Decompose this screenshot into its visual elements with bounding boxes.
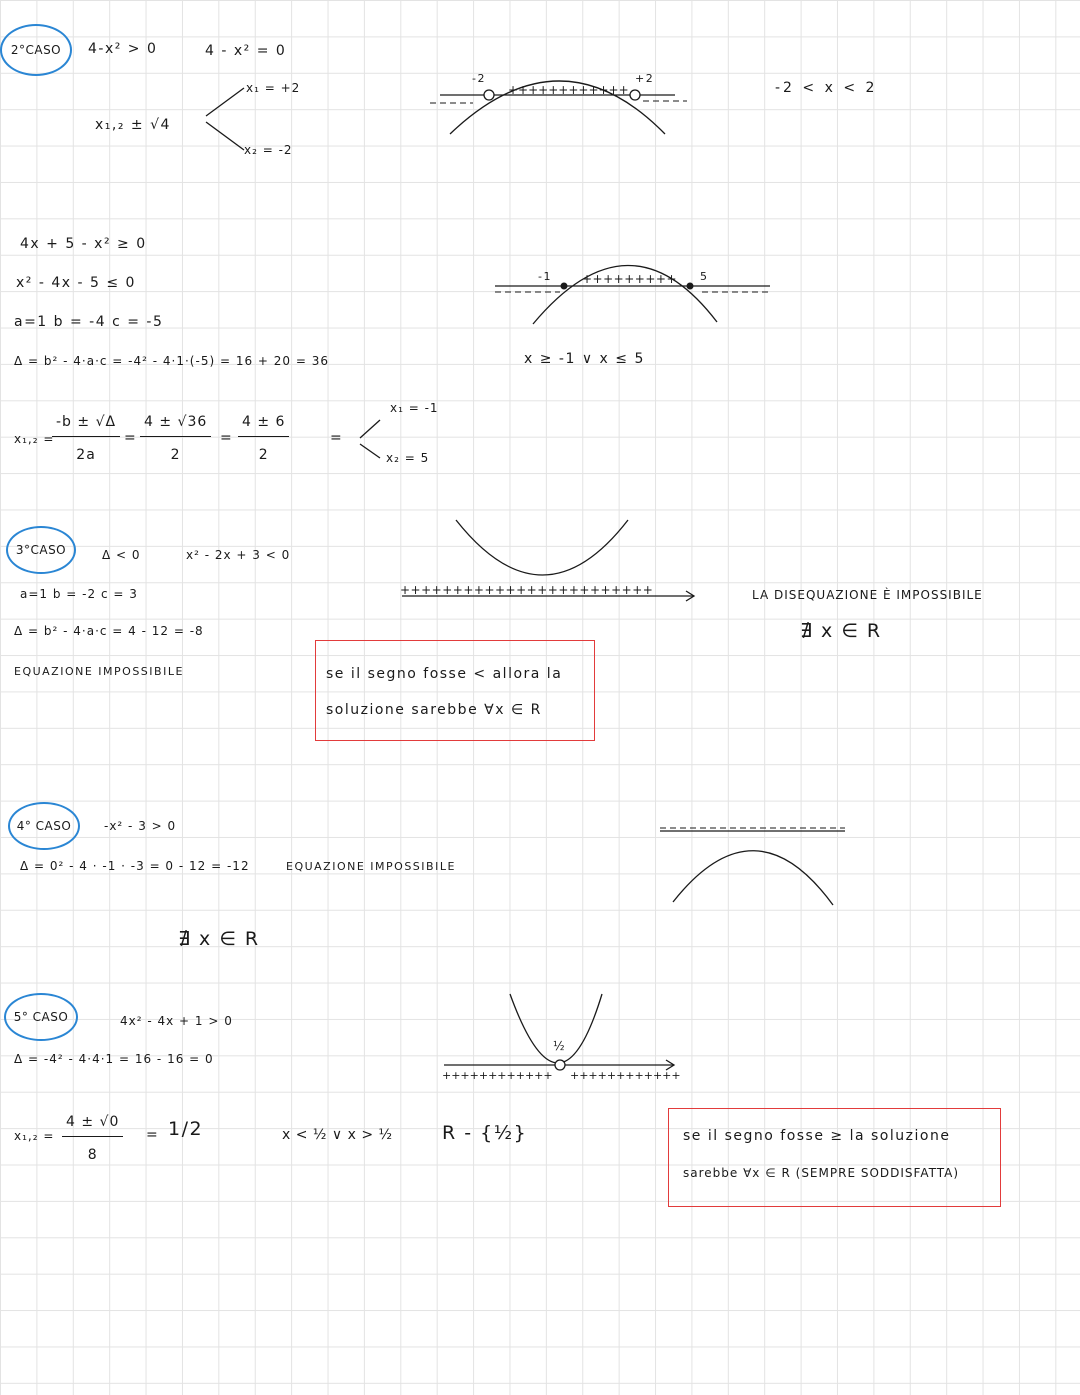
case3-result-text: LA DISEQUAZIONE È IMPOSSIBILE [752,588,983,602]
case2b-coefficients: a=1 b = -4 c = -5 [14,314,164,330]
case2b-plus-signs: +++++++++ [582,272,677,286]
case2b-solution: x ≥ -1 ∨ x ≤ 5 [524,351,645,367]
case4-parabola-graph [655,820,850,910]
case2-inequality: 4-x² > 0 [88,41,158,57]
case2b-root2: x₂ = 5 [386,451,430,465]
case2b-step2-fraction [238,414,289,463]
case5-plus-left: ++++++++++++ [442,1069,553,1082]
case2-solution: -2 < x < 2 [775,80,878,96]
case2b-inequality-2: x² - 4x - 5 ≤ 0 [16,275,136,291]
case5-parabola-graph [440,992,680,1072]
case3-delta: Δ = b² - 4·a·c = 4 - 12 = -8 [14,624,204,638]
case2b-inequality: 4x + 5 - x² ≥ 0 [20,236,147,252]
case2-plus-signs: ++++++++++++ [508,83,629,97]
case5-eq1: = [146,1127,160,1143]
case2-parabola-graph [425,62,695,140]
case2b-eq2: = [220,430,234,446]
case3-delta-condition: Δ < 0 [102,548,141,562]
case4-equation-note: EQUAZIONE IMPOSSIBILE [286,860,456,873]
case2b-parabola-graph [490,245,775,327]
case5-formula-num: 4 ± √0 [62,1114,123,1137]
case2b-root-right-point [687,283,694,290]
case4-badge [8,802,80,850]
case3-equation-note: EQUAZIONE IMPOSSIBILE [14,665,184,678]
case2-root-right-point [630,90,640,100]
case5-root: 1/2 [168,1118,204,1140]
case5-solution: x < ½ ∨ x > ½ [282,1127,393,1143]
case5-note-line1: se il segno fosse ≥ la soluzione [683,1128,951,1144]
case5-formula-fraction [62,1114,123,1163]
case2-root2: x₂ = -2 [244,143,293,157]
case2-label-right: +2 [635,72,655,85]
case5-badge [4,993,78,1041]
case5-delta: Δ = -4² - 4·4·1 = 16 - 16 = 0 [14,1052,214,1066]
case5-note-line2: sarebbe ∀x ∈ R (SEMPRE SODDISFATTA) [683,1166,960,1180]
case2-badge [0,24,72,76]
case3-plus-signs: ++++++++++++++++++++++++ [400,583,654,597]
case2b-formula-den: 2a [76,447,96,463]
case2b-eq1: = [124,430,138,446]
case3-parabola [456,520,628,575]
case4-parabola [673,851,833,905]
case2-x12: x₁,₂ ± √4 [95,117,171,133]
case3-coefficients: a=1 b = -2 c = 3 [20,587,138,601]
case2-root-left-point [484,90,494,100]
case2-equation: 4 - x² = 0 [205,43,287,59]
case2b-formula-num: -b ± √Δ [52,414,120,437]
case2-label-left: -2 [472,72,486,85]
case2b-root1: x₁ = -1 [390,401,439,415]
case2b-step2-den: 2 [258,447,269,463]
case2b-formula-fraction [52,414,120,463]
case3-note-box [315,640,595,741]
case5-formula-den: 8 [87,1147,98,1163]
case5-formula-lhs: x₁,₂ = [14,1129,55,1143]
case2-root1: x₁ = +2 [246,81,301,95]
case2b-step1-fraction [140,414,211,463]
case2-branch-lines [200,84,250,156]
case2b-label-right: 5 [700,270,709,283]
case2b-step1-num: 4 ± √36 [140,414,211,437]
case4-delta: Δ = 0² - 4 · -1 · -3 = 0 - 12 = -12 [20,859,250,873]
case5-badge-label: 5° CASO [13,1010,69,1024]
case2b-root-left-point [561,283,568,290]
case2b-eq3: = [330,430,344,446]
case3-badge [6,526,76,574]
case5-inequality: 4x² - 4x + 1 > 0 [120,1014,233,1028]
case3-badge-label: 3°CASO [15,543,67,557]
case5-set: R - {½} [442,1122,528,1144]
case3-note-line2: soluzione sarebbe ∀x ∈ R [326,702,542,718]
case3-note-line1: se il segno fosse < allora la [326,666,563,682]
case2b-step2-num: 4 ± 6 [238,414,289,437]
case5-plus-right: ++++++++++++ [570,1069,681,1082]
case2b-label-left: -1 [538,270,552,283]
case4-result-set: ∄ x ∈ R [178,928,260,950]
case5-note-box [668,1108,1001,1207]
case5-vertex-point [555,1060,565,1070]
case2-badge-label: 2°CASO [10,43,62,57]
case3-result-set: ∄ x ∈ R [800,620,882,642]
case5-vertex-label: ½ [553,1039,566,1053]
case4-badge-label: 4° CASO [16,819,72,833]
case4-inequality: -x² - 3 > 0 [104,819,177,833]
case2b-step1-den: 2 [170,447,181,463]
case2b-delta: Δ = b² - 4·a·c = -4² - 4·1·(-5) = 16 + 20 = 36 [14,354,329,368]
case3-inequality: x² - 2x + 3 < 0 [186,548,291,562]
case2b-formula-lhs: x₁,₂ = [14,432,55,446]
case2b-branch-lines [356,412,386,468]
